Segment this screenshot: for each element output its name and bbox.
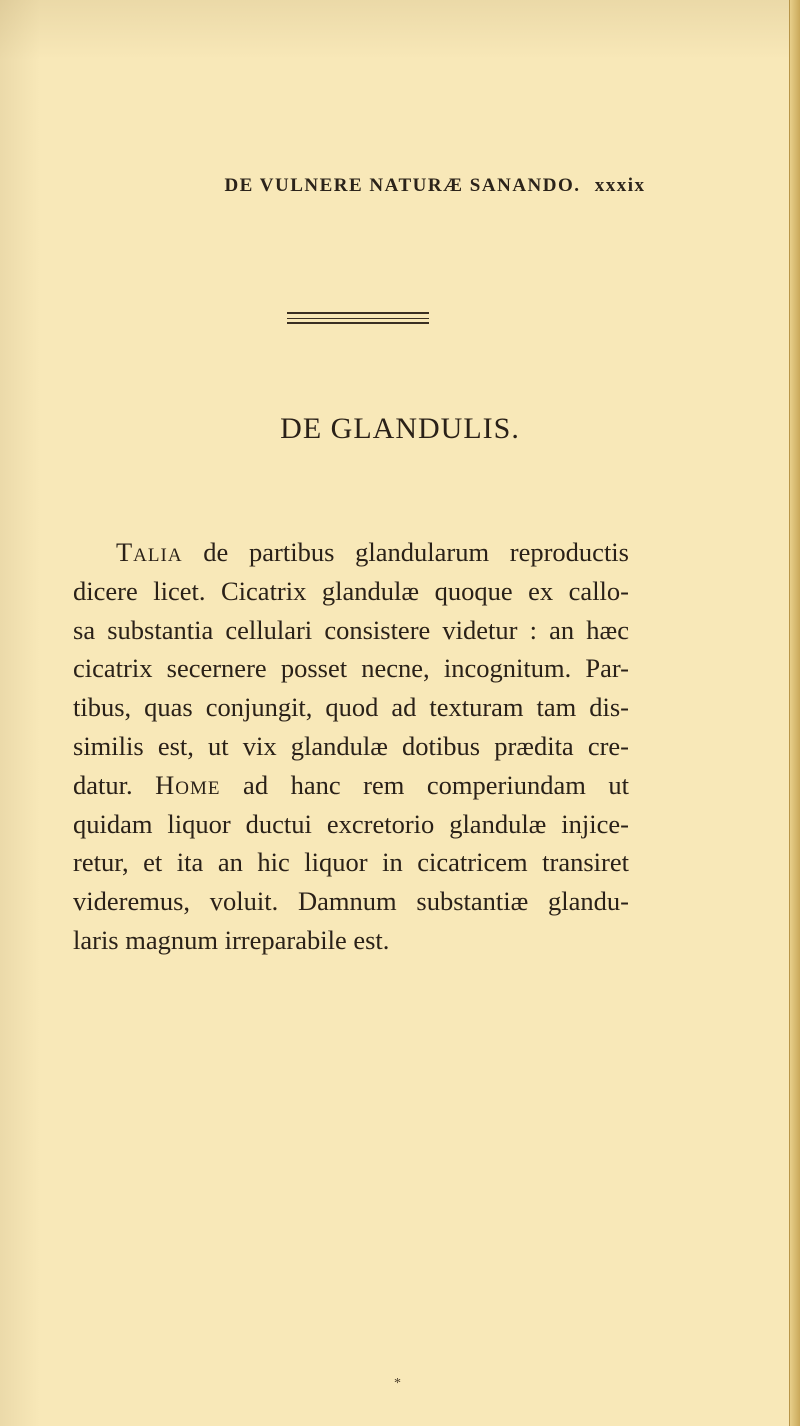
text-line: cicatrix secernere posset necne, incognitum. Par- [73,653,629,684]
text-line: quidam liquor ductui excretorio glandulæ injice- [73,808,629,839]
running-head [0,175,800,197]
smallcaps-name: Home [155,769,221,800]
text-line: retur, et ita an hic liquor in cicatricem transiret [73,847,629,878]
page-number: xxxix [594,175,646,196]
running-head-title: DE VULNERE NATURÆ SANANDO. [224,175,581,196]
text-line: tibus, quas conjungit, quod ad texturam tam dis- [73,692,629,723]
text-fragment: de partibus glandularum reproductis [182,537,629,567]
text-line [73,766,629,805]
page-edge [789,0,800,1426]
ornamental-rule-bottom [287,322,429,324]
text-line [73,533,629,572]
text-line: videremus, voluit. Damnum substantiæ glandu- [73,886,629,917]
signature-mark: * [394,1376,401,1391]
ornamental-rule-middle [287,318,429,319]
ornamental-rule-top [287,312,429,314]
text-fragment: ad hanc rem comperiundam ut [220,769,629,800]
section-title: DE GLANDULIS. [280,412,520,445]
text-line: similis est, ut vix glandulæ dotibus prædita cre- [73,730,629,761]
text-line: dicere licet. Cicatrix glandulæ quoque ex callo- [73,575,629,606]
body-paragraph [73,533,629,960]
text-line: sa substantia cellulari consistere videtur : an hæc [73,614,629,645]
smallcaps-word: Talia [116,537,183,567]
text-fragment: datur. [73,769,156,800]
text-line: laris magnum irreparabile est. [73,924,390,955]
